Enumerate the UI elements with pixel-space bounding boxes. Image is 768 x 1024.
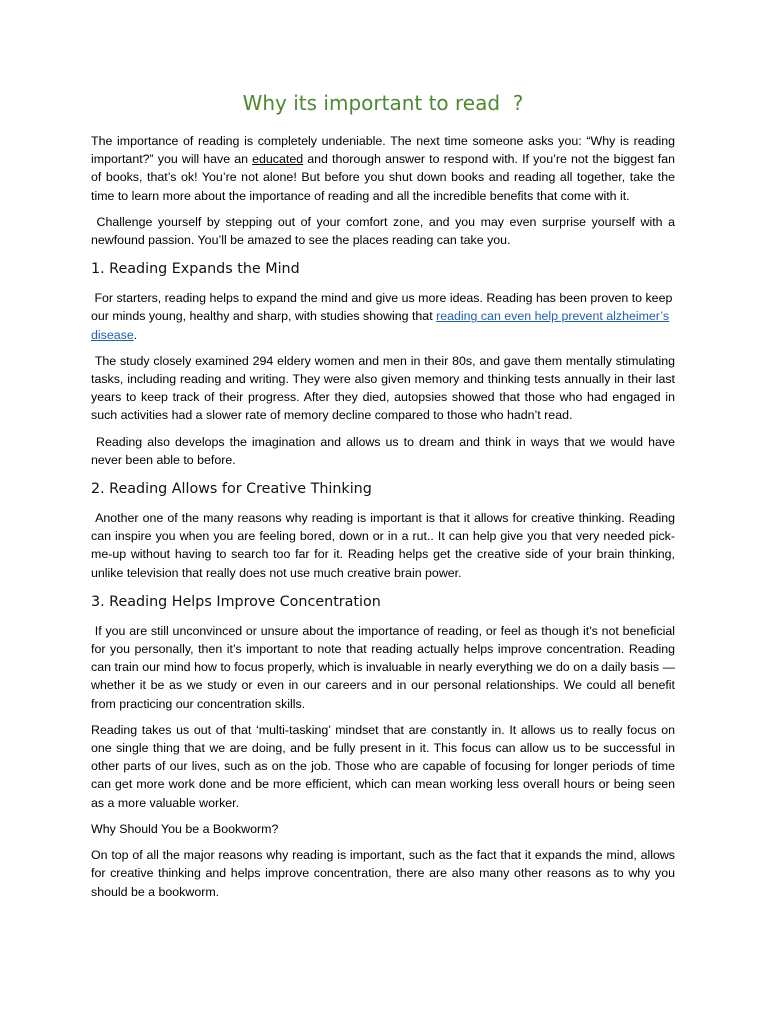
section-1-paragraph-1 [91, 289, 675, 344]
section-3-paragraph-1 [91, 622, 675, 713]
section-1-paragraph-2-text: The study closely examined 294 eldery women and men in their 80s, and gave them mentally stimulating tasks, including reading and writing. They were also given memory and thinking tests annually in their last years to keep track of their progress. After they died, autopsies showed that those who had engaged in such activities had a slower rate of memory decline compared to those who hadn’t read. [91, 353, 675, 423]
section-3-paragraph-1-text: If you are still unconvinced or unsure about the importance of reading, or feel as though it’s not beneficial for you personally, then it’s important to note that reading actually helps improve concentration. Reading can train our mind how to focus properly, which is invaluable in nearly everything we do on a daily basis — whether it be as we study or even in our careers and in our personal relationships. We could all benefit from practicing our concentration skills. [91, 623, 675, 711]
underlined-word-educated: educated [252, 152, 304, 167]
section-heading-creative-thinking: 2. Reading Allows for Creative Thinking [91, 481, 372, 498]
intro-paragraph-2 [91, 213, 675, 249]
section-1-paragraph-1-text-end: . [133, 327, 138, 342]
section-1-paragraph-2 [91, 352, 675, 425]
alzheimers-study-link[interactable]: reading can even help prevent alzheimer’s disease [91, 309, 670, 342]
section-2-paragraph-1 [91, 509, 675, 582]
document-page [91, 88, 675, 909]
section-3-paragraph-4: On top of all the major reasons why reading is important, such as the fact that it expands the mind, allows for creative thinking and helps improve concentration, there are also many other reasons as to why you should be a bookworm. [91, 848, 675, 899]
section-1-paragraph-1-text-start: For starters, reading helps to expand the mind and give us more ideas. Reading has been proven to keep our minds young, healthy and sharp, with studies showing that [91, 291, 673, 324]
intro-paragraph-1-text-start: The importance of reading is completely undeniable. The next time someone asks you: “Why is reading important?” you will have an [91, 134, 675, 167]
intro-paragraph-1 [91, 132, 675, 205]
bookworm-subheading: Why Should You be a Bookworm? [91, 821, 279, 836]
section-3-paragraph-2: Reading takes us out of that ‘multi-tasking’ mindset that are constantly in. It allows us to really focus on one single thing that we are doing, and be fully present in it. This focus can allow us to be successful in other parts of our lives, such as on the job. Those who are capable of focusing for longer periods of time can get more work done and be more efficient, which can mean working less overall hours or being seen as a more valuable worker. [91, 722, 675, 810]
section-heading-reading-expands-mind: 1. Reading Expands the Mind [91, 261, 300, 278]
document-title: Why its important to read ? [242, 91, 524, 115]
section-1-paragraph-3 [91, 433, 675, 469]
section-1-paragraph-3-text: Reading also develops the imagination and allows us to dream and think in ways that we would have never been able to before. [91, 434, 675, 467]
intro-paragraph-2-text: Challenge yourself by stepping out of your comfort zone, and you may even surprise yourself with a newfound passion. You’ll be amazed to see the places reading can take you. [91, 214, 675, 248]
section-2-paragraph-1-text: Another one of the many reasons why reading is important is that it allows for creative thinking. Reading can inspire you when you are feeling bored, down or in a rut.. It can help give you that very needed pick-me-up without having to search too far for it. Reading helps get the creative side of your brain thinking, unlike television that really does not use much creative brain power. [91, 511, 675, 580]
section-heading-improve-concentration: 3. Reading Helps Improve Concentration [91, 593, 381, 610]
intro-paragraph-1-text-end: and thorough answer to respond with. If you’re not the biggest fan of books, that’s ok! You’re not alone! But before you shut down books and reading all together, take the time to learn more about the importance of reading and all the incredible benefits that come with it. [91, 152, 675, 203]
